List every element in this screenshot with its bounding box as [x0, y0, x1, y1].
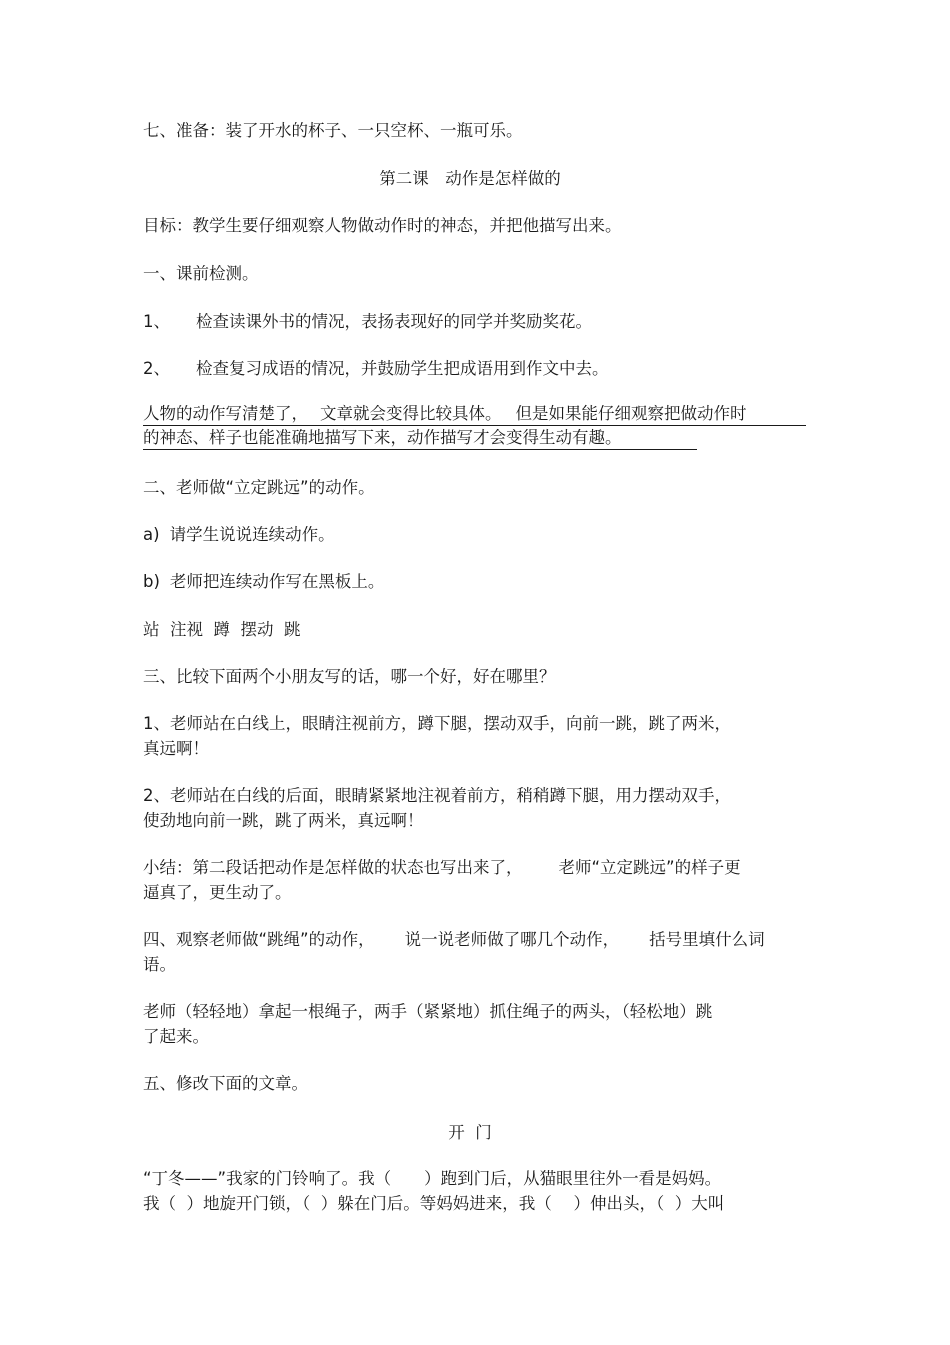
summary-line-2: 逼真了，更生动了。 [143, 883, 292, 902]
underlined-note-line-2 [143, 427, 697, 450]
section-1-item-1 [143, 309, 592, 335]
essay-line-2: 我（ ）地旋开门锁，（ ）躲在门后。等妈妈进来，我（ ）伸出头，（ ）大叫 [143, 1194, 725, 1213]
section-2-item-a [143, 522, 335, 548]
underlined-note-line-1 [143, 403, 806, 426]
item-text: 请学生说说连续动作。 [169, 525, 335, 544]
item-text: 检查复习成语的情况，并鼓励学生把成语用到作文中去。 [196, 359, 609, 378]
section-4-example-line-1: 老师（轻轻地）拿起一根绳子，两手（紧紧地）抓住绳子的两头，（轻松地）跳 [143, 1002, 713, 1021]
item-number: 2、 [143, 359, 170, 378]
essay-line-1: “丁冬——”我家的门铃响了。我（ ）跑到门后，从猫眼里往外一看是妈妈。 [143, 1169, 722, 1188]
item-text: 检查读课外书的情况，表扬表现好的同学并奖励奖花。 [196, 312, 592, 331]
example-1-line-1: 1、老师站在白线上，眼睛注视前方，蹲下腿，摆动双手，向前一跳，跳了两米， [143, 714, 731, 733]
section-2-item-b [143, 569, 384, 595]
underlined-text: 的神态、样子也能准确地描写下来，动作描写才会变得生动有趣。 [143, 427, 697, 450]
section-2-heading: 二、老师做“立定跳远”的动作。 [143, 478, 375, 497]
summary-line-1: 小结：第二段话把动作是怎样做的状态也写出来了， 老师“立定跳远”的样子更 [143, 858, 741, 877]
example-2-line-1: 2、老师站在白线的后面，眼睛紧紧地注视着前方，稍稍蹲下腿，用力摆动双手， [143, 786, 731, 805]
item-number: 1、 [143, 312, 170, 331]
section-5-heading: 五、修改下面的文章。 [143, 1074, 308, 1093]
section-4-example-line-2: 了起来。 [143, 1027, 209, 1046]
section-4-line-1: 四、观察老师做“跳绳”的动作， 说一说老师做了哪几个动作， 括号里填什么词 [143, 930, 765, 949]
section-1-heading: 一、课前检测。 [143, 264, 259, 283]
lesson-goal: 目标：教学生要仔细观察人物做动作时的神态，并把他描写出来。 [143, 216, 622, 235]
item-mark: a) [143, 525, 160, 544]
section-1-item-2 [143, 356, 609, 382]
section-3-heading: 三、比较下面两个小朋友写的话，哪一个好，好在哪里？ [143, 667, 556, 686]
preparation-line: 七、准备：装了开水的杯子、一只空杯、一瓶可乐。 [143, 121, 523, 140]
lesson-title: 第二课 动作是怎样做的 [379, 169, 561, 188]
item-text: 老师把连续动作写在黑板上。 [169, 572, 385, 591]
example-1-line-2: 真远啊！ [143, 739, 209, 758]
item-mark: b) [143, 572, 160, 591]
action-words: 站 注视 蹲 摆动 跳 [143, 620, 301, 639]
underlined-text: 人物的动作写清楚了， 文章就会变得比较具体。 但是如果能仔细观察把做动作时 [143, 403, 806, 426]
essay-title: 开 门 [448, 1123, 492, 1142]
example-2-line-2: 使劲地向前一跳，跳了两米，真远啊！ [143, 811, 424, 830]
section-4-line-2: 语。 [143, 955, 176, 974]
